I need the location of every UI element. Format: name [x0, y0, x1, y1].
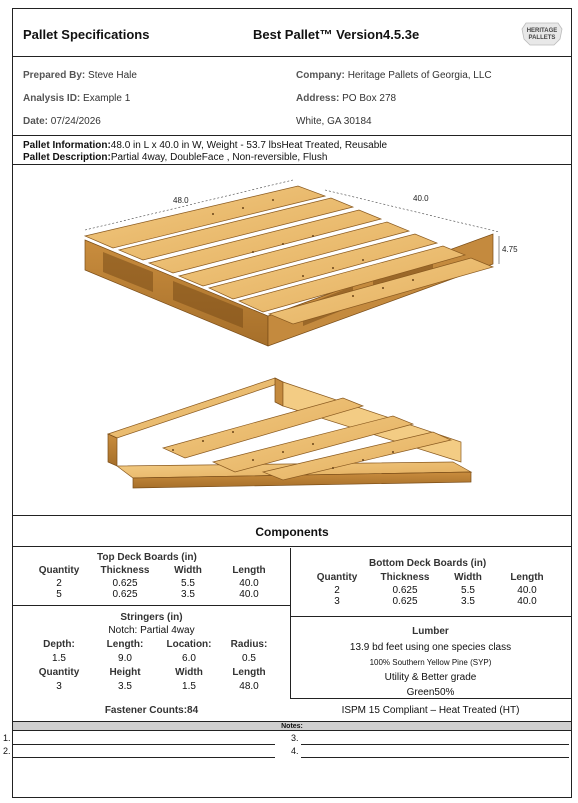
- stringer-header: Height: [109, 667, 141, 678]
- notch-header: Depth:: [43, 639, 75, 650]
- pallet-illustration: [13, 166, 571, 516]
- divider: [13, 605, 290, 606]
- bottom-deck-cell: 40.0: [517, 585, 537, 596]
- note-4: [291, 746, 299, 756]
- top-deck-cell: 40.0: [239, 589, 259, 600]
- top-deck-cell: 2: [56, 578, 62, 589]
- bottom-deck-title: Bottom Deck Boards (in): [369, 558, 487, 569]
- stringer-header: Length: [232, 667, 266, 678]
- pallet-desc-value: Partial 4way, DoubleFace , Non-reversible, Flush: [110, 152, 328, 163]
- stringer-cell: 3: [56, 681, 62, 692]
- bottom-deck-cell: 0.625: [392, 596, 418, 607]
- notes-header: Notes:: [13, 721, 571, 731]
- prepared-by: [23, 70, 137, 81]
- note-number: 1.: [3, 733, 11, 743]
- lumber-moisture: Green50%: [406, 687, 455, 698]
- bottom-deck-cell: 3.5: [461, 596, 475, 607]
- stringer-cell: 3.5: [118, 681, 132, 692]
- bottom-deck-header: Quantity: [316, 572, 358, 583]
- top-deck-cell: 0.625: [112, 578, 138, 589]
- notch-cell: 0.5: [242, 653, 256, 664]
- svg-text:HERITAGE: HERITAGE: [526, 28, 558, 34]
- notch-cell: 9.0: [118, 653, 132, 664]
- pallet-description-block: [13, 137, 571, 165]
- date-label: Date:: [23, 116, 49, 127]
- analysis-id-value: Example 1: [83, 93, 131, 104]
- divider: [290, 698, 571, 699]
- note-line: [13, 744, 275, 745]
- product-version: Best Pallet™ Version4.5.3e: [253, 27, 420, 42]
- note-1: [3, 733, 11, 743]
- analysis-id: [23, 93, 130, 104]
- notch-cell: 1.5: [52, 653, 66, 664]
- note-line: [13, 757, 275, 758]
- fastener-counts: Fastener Counts:84: [104, 705, 199, 716]
- bottom-deck-cell: 2: [334, 585, 340, 596]
- note-number: 4.: [291, 746, 299, 756]
- heritage-pallets-logo: [518, 19, 566, 49]
- lumber-species: 100% Southern Yellow Pine (SYP): [369, 658, 492, 667]
- top-deck-cell: 5.5: [181, 578, 195, 589]
- header: [13, 9, 571, 57]
- dim-width-label: 40.0: [413, 194, 429, 203]
- top-deck-cell: 5: [56, 589, 62, 600]
- top-deck-header: Thickness: [100, 565, 150, 576]
- components-section: [13, 548, 571, 721]
- date: [23, 116, 101, 127]
- notch-header: Location:: [166, 639, 212, 650]
- page-title: Pallet Specifications: [23, 27, 150, 42]
- note-number: 2.: [3, 746, 11, 756]
- bottom-deck-cell: 0.625: [392, 585, 418, 596]
- top-deck-cell: 40.0: [239, 578, 259, 589]
- address-label: Address:: [296, 93, 340, 104]
- spec-sheet: [3, 8, 572, 798]
- pallet-info-label: Pallet Information:: [23, 140, 111, 151]
- stringer-cell: 48.0: [239, 681, 259, 692]
- pallet-bottom-view: [108, 378, 471, 488]
- prepared-by-label: Prepared By:: [23, 70, 86, 81]
- notch-header: Radius:: [230, 639, 268, 650]
- note-line: [301, 757, 569, 758]
- company: [296, 70, 492, 81]
- dim-height-label: 4.75: [502, 245, 518, 254]
- dim-length-label: 48.0: [173, 196, 189, 205]
- divider: [290, 616, 571, 617]
- info-block: [13, 58, 571, 136]
- top-deck-header: Quantity: [38, 565, 80, 576]
- bottom-deck-header: Length: [510, 572, 544, 583]
- address-line2: White, GA 30184: [296, 116, 372, 127]
- pallet-description: [23, 152, 327, 163]
- bottom-deck-header: Thickness: [380, 572, 430, 583]
- bottom-deck-cell: 5.5: [461, 585, 475, 596]
- top-deck-title: Top Deck Boards (in): [97, 552, 197, 563]
- pallet-information: [23, 140, 387, 151]
- pallet-top-view: [85, 180, 518, 346]
- note-2: [3, 746, 11, 756]
- lumber-title: Lumber: [412, 626, 449, 637]
- pallet-info-value: 48.0 in L x 40.0 in W, Weight - 53.7 lbsHeat Treated, Reusable: [110, 140, 388, 151]
- bottom-deck-cell: 3: [334, 596, 340, 607]
- top-deck-cell: 0.625: [112, 589, 138, 600]
- lumber-grade: Utility & Better grade: [384, 672, 477, 683]
- pallet-drawing: [13, 166, 571, 516]
- components-title: Components: [13, 517, 571, 547]
- svg-text:PALLETS: PALLETS: [528, 35, 556, 41]
- stringer-header: Quantity: [38, 667, 80, 678]
- prepared-by-value: Steve Hale: [88, 70, 137, 81]
- ispm-compliance: ISPM 15 Compliant – Heat Treated (HT): [341, 705, 520, 716]
- date-value: 07/24/2026: [50, 116, 101, 127]
- lumber-volume: 13.9 bd feet using one species class: [349, 642, 512, 653]
- top-deck-header: Width: [174, 565, 202, 576]
- note-line: [301, 744, 569, 745]
- stringers-title: Stringers (in): [120, 612, 183, 623]
- top-deck-header: Length: [232, 565, 266, 576]
- address: [296, 93, 396, 104]
- notch-header: Length:: [106, 639, 144, 650]
- notch-cell: 6.0: [182, 653, 196, 664]
- stringer-cell: 1.5: [182, 681, 196, 692]
- company-label: Company:: [296, 70, 345, 81]
- company-value: Heritage Pallets of Georgia, LLC: [347, 70, 492, 81]
- note-number: 3.: [291, 733, 299, 743]
- analysis-id-label: Analysis ID:: [23, 93, 81, 104]
- top-deck-cell: 3.5: [181, 589, 195, 600]
- pallet-desc-label: Pallet Description:: [23, 152, 111, 163]
- stringer-header: Width: [175, 667, 203, 678]
- stringers-notch: Notch: Partial 4way: [108, 625, 195, 636]
- address-value: PO Box 278: [342, 93, 397, 104]
- note-3: [291, 733, 299, 743]
- bottom-deck-cell: 40.0: [517, 596, 537, 607]
- bottom-deck-header: Width: [454, 572, 482, 583]
